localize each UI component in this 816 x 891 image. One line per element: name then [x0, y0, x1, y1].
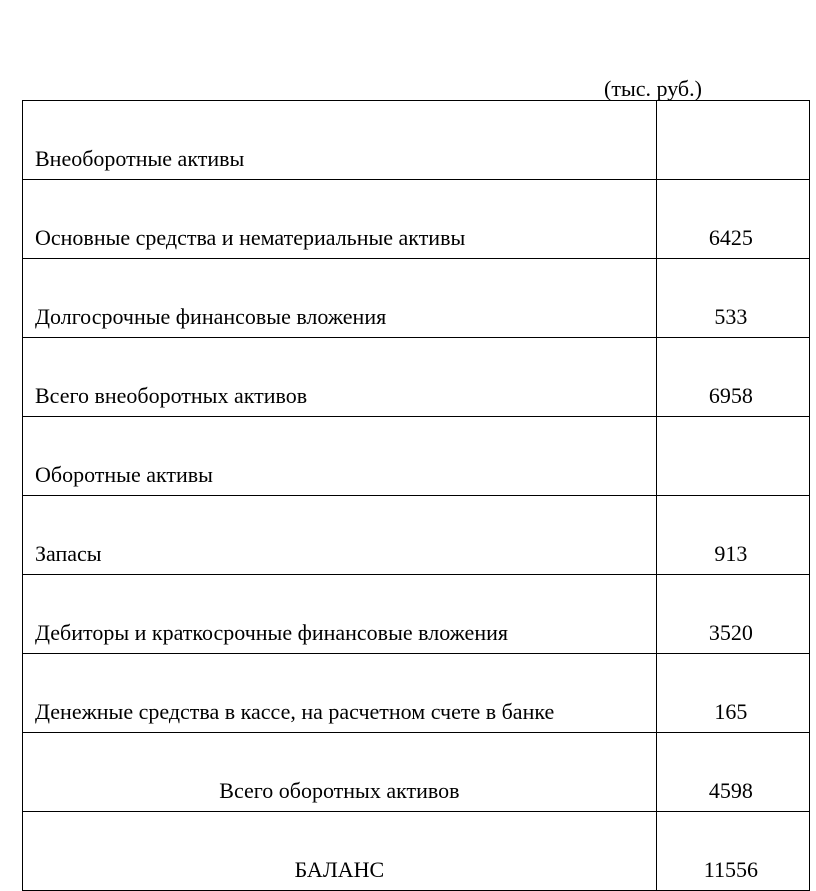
row-value-current-assets-heading: [656, 417, 809, 496]
row-label-total-noncurrent-assets: Всего внеоборотных активов: [23, 338, 657, 417]
table-row: [23, 417, 810, 496]
row-value-long-term-investments: 533: [656, 259, 809, 338]
row-value-fixed-intangible-assets: 6425: [656, 180, 809, 259]
balance-table: [22, 100, 810, 891]
row-value-noncurrent-assets-heading: [656, 101, 809, 180]
row-value-balance-total: 11556: [656, 812, 809, 891]
row-label-long-term-investments: Долгосрочные финансовые вложения: [23, 259, 657, 338]
row-label-balance-total: БАЛАНС: [23, 812, 657, 891]
row-label-cash: Денежные средства в кассе, на расчетном счете в банке: [23, 654, 657, 733]
table-row: [23, 654, 810, 733]
row-label-debtors-short-term-investments: Дебиторы и краткосрочные финансовые вложения: [23, 575, 657, 654]
table-row: [23, 259, 810, 338]
row-label-fixed-intangible-assets: Основные средства и нематериальные активы: [23, 180, 657, 259]
row-value-debtors-short-term-investments: 3520: [656, 575, 809, 654]
row-label-noncurrent-assets-heading: Внеоборотные активы: [23, 101, 657, 180]
table-row: [23, 733, 810, 812]
table-row: [23, 496, 810, 575]
table-row: [23, 812, 810, 891]
row-value-total-noncurrent-assets: 6958: [656, 338, 809, 417]
row-value-cash: 165: [656, 654, 809, 733]
row-label-total-current-assets: Всего оборотных активов: [23, 733, 657, 812]
table-row: [23, 338, 810, 417]
table-row: [23, 101, 810, 180]
units-label: (тыс. руб.): [604, 76, 702, 101]
row-label-inventories: Запасы: [23, 496, 657, 575]
row-value-total-current-assets: 4598: [656, 733, 809, 812]
row-value-inventories: 913: [656, 496, 809, 575]
row-label-current-assets-heading: Оборотные активы: [23, 417, 657, 496]
table-row: [23, 180, 810, 259]
table-row: [23, 575, 810, 654]
